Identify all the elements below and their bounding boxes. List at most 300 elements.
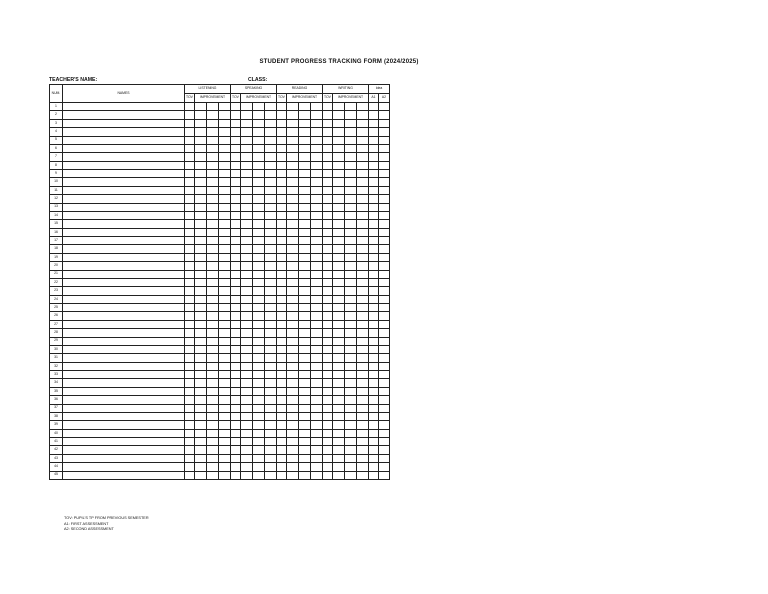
score-cell[interactable] <box>311 278 323 286</box>
score-cell[interactable] <box>379 203 390 211</box>
score-cell[interactable] <box>277 144 287 152</box>
score-cell[interactable] <box>333 211 345 219</box>
score-cell[interactable] <box>323 253 333 261</box>
score-cell[interactable] <box>185 304 195 312</box>
score-cell[interactable] <box>207 186 219 194</box>
score-cell[interactable] <box>231 329 241 337</box>
score-cell[interactable] <box>357 379 369 387</box>
score-cell[interactable] <box>195 304 207 312</box>
score-cell[interactable] <box>357 203 369 211</box>
score-cell[interactable] <box>195 320 207 328</box>
score-cell[interactable] <box>185 404 195 412</box>
score-cell[interactable] <box>299 438 311 446</box>
score-cell[interactable] <box>357 412 369 420</box>
score-cell[interactable] <box>219 119 231 127</box>
score-cell[interactable] <box>323 211 333 219</box>
score-cell[interactable] <box>231 404 241 412</box>
score-cell[interactable] <box>219 295 231 303</box>
score-cell[interactable] <box>185 203 195 211</box>
score-cell[interactable] <box>287 304 299 312</box>
score-cell[interactable] <box>277 354 287 362</box>
score-cell[interactable] <box>333 195 345 203</box>
score-cell[interactable] <box>323 228 333 236</box>
score-cell[interactable] <box>299 270 311 278</box>
score-cell[interactable] <box>185 471 195 479</box>
score-cell[interactable] <box>311 270 323 278</box>
score-cell[interactable] <box>379 195 390 203</box>
score-cell[interactable] <box>357 136 369 144</box>
score-cell[interactable] <box>323 119 333 127</box>
score-cell[interactable] <box>299 329 311 337</box>
score-cell[interactable] <box>207 270 219 278</box>
score-cell[interactable] <box>323 454 333 462</box>
score-cell[interactable] <box>231 237 241 245</box>
score-cell[interactable] <box>253 287 265 295</box>
score-cell[interactable] <box>207 438 219 446</box>
score-cell[interactable] <box>379 429 390 437</box>
score-cell[interactable] <box>345 211 357 219</box>
name-cell[interactable] <box>63 345 185 353</box>
score-cell[interactable] <box>345 354 357 362</box>
score-cell[interactable] <box>265 228 277 236</box>
score-cell[interactable] <box>357 396 369 404</box>
name-cell[interactable] <box>63 421 185 429</box>
score-cell[interactable] <box>369 446 379 454</box>
score-cell[interactable] <box>345 471 357 479</box>
score-cell[interactable] <box>357 161 369 169</box>
score-cell[interactable] <box>195 371 207 379</box>
score-cell[interactable] <box>369 278 379 286</box>
score-cell[interactable] <box>311 421 323 429</box>
score-cell[interactable] <box>265 371 277 379</box>
score-cell[interactable] <box>207 329 219 337</box>
score-cell[interactable] <box>241 128 253 136</box>
score-cell[interactable] <box>231 186 241 194</box>
score-cell[interactable] <box>207 412 219 420</box>
score-cell[interactable] <box>231 270 241 278</box>
score-cell[interactable] <box>241 421 253 429</box>
name-cell[interactable] <box>63 195 185 203</box>
score-cell[interactable] <box>369 211 379 219</box>
score-cell[interactable] <box>265 178 277 186</box>
score-cell[interactable] <box>219 220 231 228</box>
name-cell[interactable] <box>63 387 185 395</box>
score-cell[interactable] <box>219 278 231 286</box>
score-cell[interactable] <box>231 228 241 236</box>
name-cell[interactable] <box>63 471 185 479</box>
score-cell[interactable] <box>219 354 231 362</box>
score-cell[interactable] <box>253 228 265 236</box>
score-cell[interactable] <box>277 195 287 203</box>
score-cell[interactable] <box>219 471 231 479</box>
score-cell[interactable] <box>219 228 231 236</box>
score-cell[interactable] <box>241 178 253 186</box>
name-cell[interactable] <box>63 270 185 278</box>
score-cell[interactable] <box>277 454 287 462</box>
score-cell[interactable] <box>219 379 231 387</box>
score-cell[interactable] <box>185 237 195 245</box>
score-cell[interactable] <box>195 178 207 186</box>
score-cell[interactable] <box>241 354 253 362</box>
score-cell[interactable] <box>185 438 195 446</box>
score-cell[interactable] <box>231 245 241 253</box>
score-cell[interactable] <box>345 170 357 178</box>
score-cell[interactable] <box>311 404 323 412</box>
score-cell[interactable] <box>299 228 311 236</box>
score-cell[interactable] <box>265 119 277 127</box>
score-cell[interactable] <box>195 438 207 446</box>
score-cell[interactable] <box>265 161 277 169</box>
score-cell[interactable] <box>357 237 369 245</box>
score-cell[interactable] <box>219 429 231 437</box>
score-cell[interactable] <box>195 270 207 278</box>
score-cell[interactable] <box>241 270 253 278</box>
score-cell[interactable] <box>277 379 287 387</box>
score-cell[interactable] <box>323 429 333 437</box>
score-cell[interactable] <box>231 203 241 211</box>
score-cell[interactable] <box>253 438 265 446</box>
score-cell[interactable] <box>277 220 287 228</box>
score-cell[interactable] <box>357 329 369 337</box>
score-cell[interactable] <box>299 412 311 420</box>
score-cell[interactable] <box>231 170 241 178</box>
score-cell[interactable] <box>333 404 345 412</box>
score-cell[interactable] <box>219 438 231 446</box>
score-cell[interactable] <box>231 312 241 320</box>
score-cell[interactable] <box>323 379 333 387</box>
name-cell[interactable] <box>63 404 185 412</box>
score-cell[interactable] <box>333 128 345 136</box>
score-cell[interactable] <box>333 178 345 186</box>
score-cell[interactable] <box>357 429 369 437</box>
score-cell[interactable] <box>241 245 253 253</box>
name-cell[interactable] <box>63 362 185 370</box>
score-cell[interactable] <box>345 136 357 144</box>
score-cell[interactable] <box>265 262 277 270</box>
score-cell[interactable] <box>369 195 379 203</box>
score-cell[interactable] <box>207 454 219 462</box>
score-cell[interactable] <box>253 136 265 144</box>
name-cell[interactable] <box>63 446 185 454</box>
score-cell[interactable] <box>379 304 390 312</box>
score-cell[interactable] <box>241 396 253 404</box>
score-cell[interactable] <box>277 329 287 337</box>
score-cell[interactable] <box>287 144 299 152</box>
name-cell[interactable] <box>63 203 185 211</box>
score-cell[interactable] <box>311 103 323 111</box>
score-cell[interactable] <box>299 186 311 194</box>
score-cell[interactable] <box>345 287 357 295</box>
score-cell[interactable] <box>195 345 207 353</box>
score-cell[interactable] <box>253 362 265 370</box>
score-cell[interactable] <box>345 119 357 127</box>
score-cell[interactable] <box>379 111 390 119</box>
score-cell[interactable] <box>323 371 333 379</box>
score-cell[interactable] <box>265 337 277 345</box>
score-cell[interactable] <box>379 446 390 454</box>
score-cell[interactable] <box>379 412 390 420</box>
score-cell[interactable] <box>219 195 231 203</box>
name-cell[interactable] <box>63 144 185 152</box>
score-cell[interactable] <box>333 220 345 228</box>
score-cell[interactable] <box>219 136 231 144</box>
score-cell[interactable] <box>311 329 323 337</box>
score-cell[interactable] <box>185 454 195 462</box>
score-cell[interactable] <box>299 287 311 295</box>
score-cell[interactable] <box>207 103 219 111</box>
score-cell[interactable] <box>265 379 277 387</box>
score-cell[interactable] <box>357 362 369 370</box>
score-cell[interactable] <box>219 203 231 211</box>
score-cell[interactable] <box>219 153 231 161</box>
score-cell[interactable] <box>311 195 323 203</box>
score-cell[interactable] <box>265 153 277 161</box>
score-cell[interactable] <box>265 211 277 219</box>
score-cell[interactable] <box>277 438 287 446</box>
score-cell[interactable] <box>333 362 345 370</box>
score-cell[interactable] <box>241 337 253 345</box>
score-cell[interactable] <box>231 387 241 395</box>
score-cell[interactable] <box>185 220 195 228</box>
score-cell[interactable] <box>299 203 311 211</box>
score-cell[interactable] <box>379 379 390 387</box>
score-cell[interactable] <box>333 111 345 119</box>
score-cell[interactable] <box>241 228 253 236</box>
score-cell[interactable] <box>231 178 241 186</box>
score-cell[interactable] <box>357 178 369 186</box>
score-cell[interactable] <box>323 136 333 144</box>
score-cell[interactable] <box>207 404 219 412</box>
score-cell[interactable] <box>185 178 195 186</box>
score-cell[interactable] <box>277 111 287 119</box>
score-cell[interactable] <box>357 446 369 454</box>
score-cell[interactable] <box>369 128 379 136</box>
score-cell[interactable] <box>241 463 253 471</box>
score-cell[interactable] <box>195 144 207 152</box>
score-cell[interactable] <box>195 412 207 420</box>
score-cell[interactable] <box>357 195 369 203</box>
score-cell[interactable] <box>195 220 207 228</box>
score-cell[interactable] <box>379 103 390 111</box>
score-cell[interactable] <box>207 170 219 178</box>
score-cell[interactable] <box>369 136 379 144</box>
score-cell[interactable] <box>253 211 265 219</box>
score-cell[interactable] <box>207 371 219 379</box>
score-cell[interactable] <box>185 228 195 236</box>
name-cell[interactable] <box>63 170 185 178</box>
score-cell[interactable] <box>207 287 219 295</box>
score-cell[interactable] <box>207 337 219 345</box>
score-cell[interactable] <box>195 203 207 211</box>
score-cell[interactable] <box>357 220 369 228</box>
score-cell[interactable] <box>219 304 231 312</box>
score-cell[interactable] <box>323 278 333 286</box>
score-cell[interactable] <box>333 304 345 312</box>
score-cell[interactable] <box>185 345 195 353</box>
score-cell[interactable] <box>231 295 241 303</box>
score-cell[interactable] <box>311 354 323 362</box>
score-cell[interactable] <box>379 337 390 345</box>
score-cell[interactable] <box>207 161 219 169</box>
score-cell[interactable] <box>311 446 323 454</box>
score-cell[interactable] <box>207 446 219 454</box>
score-cell[interactable] <box>277 211 287 219</box>
score-cell[interactable] <box>207 228 219 236</box>
score-cell[interactable] <box>265 287 277 295</box>
score-cell[interactable] <box>185 429 195 437</box>
score-cell[interactable] <box>253 295 265 303</box>
score-cell[interactable] <box>379 404 390 412</box>
score-cell[interactable] <box>241 211 253 219</box>
score-cell[interactable] <box>369 362 379 370</box>
score-cell[interactable] <box>253 144 265 152</box>
score-cell[interactable] <box>185 253 195 261</box>
score-cell[interactable] <box>195 471 207 479</box>
score-cell[interactable] <box>379 362 390 370</box>
score-cell[interactable] <box>185 354 195 362</box>
score-cell[interactable] <box>241 119 253 127</box>
score-cell[interactable] <box>195 379 207 387</box>
score-cell[interactable] <box>219 237 231 245</box>
score-cell[interactable] <box>207 379 219 387</box>
name-cell[interactable] <box>63 329 185 337</box>
score-cell[interactable] <box>253 404 265 412</box>
score-cell[interactable] <box>287 396 299 404</box>
score-cell[interactable] <box>277 371 287 379</box>
score-cell[interactable] <box>287 211 299 219</box>
score-cell[interactable] <box>369 186 379 194</box>
score-cell[interactable] <box>345 128 357 136</box>
score-cell[interactable] <box>287 463 299 471</box>
score-cell[interactable] <box>345 153 357 161</box>
score-cell[interactable] <box>277 262 287 270</box>
score-cell[interactable] <box>287 119 299 127</box>
score-cell[interactable] <box>277 287 287 295</box>
score-cell[interactable] <box>299 362 311 370</box>
score-cell[interactable] <box>369 429 379 437</box>
name-cell[interactable] <box>63 253 185 261</box>
score-cell[interactable] <box>345 362 357 370</box>
score-cell[interactable] <box>195 161 207 169</box>
score-cell[interactable] <box>287 379 299 387</box>
score-cell[interactable] <box>231 144 241 152</box>
score-cell[interactable] <box>241 304 253 312</box>
score-cell[interactable] <box>231 471 241 479</box>
score-cell[interactable] <box>231 211 241 219</box>
name-cell[interactable] <box>63 211 185 219</box>
score-cell[interactable] <box>207 220 219 228</box>
score-cell[interactable] <box>323 396 333 404</box>
score-cell[interactable] <box>265 354 277 362</box>
score-cell[interactable] <box>299 387 311 395</box>
score-cell[interactable] <box>369 454 379 462</box>
score-cell[interactable] <box>265 253 277 261</box>
score-cell[interactable] <box>207 295 219 303</box>
score-cell[interactable] <box>277 396 287 404</box>
score-cell[interactable] <box>323 345 333 353</box>
score-cell[interactable] <box>253 128 265 136</box>
score-cell[interactable] <box>357 454 369 462</box>
score-cell[interactable] <box>231 421 241 429</box>
score-cell[interactable] <box>185 396 195 404</box>
score-cell[interactable] <box>345 253 357 261</box>
score-cell[interactable] <box>207 119 219 127</box>
score-cell[interactable] <box>231 195 241 203</box>
name-cell[interactable] <box>63 354 185 362</box>
name-cell[interactable] <box>63 454 185 462</box>
score-cell[interactable] <box>277 245 287 253</box>
score-cell[interactable] <box>231 111 241 119</box>
score-cell[interactable] <box>207 262 219 270</box>
score-cell[interactable] <box>207 195 219 203</box>
score-cell[interactable] <box>287 371 299 379</box>
score-cell[interactable] <box>299 178 311 186</box>
score-cell[interactable] <box>185 128 195 136</box>
score-cell[interactable] <box>253 412 265 420</box>
score-cell[interactable] <box>345 111 357 119</box>
score-cell[interactable] <box>185 136 195 144</box>
score-cell[interactable] <box>299 429 311 437</box>
score-cell[interactable] <box>207 203 219 211</box>
score-cell[interactable] <box>287 354 299 362</box>
score-cell[interactable] <box>379 421 390 429</box>
score-cell[interactable] <box>323 354 333 362</box>
score-cell[interactable] <box>287 446 299 454</box>
score-cell[interactable] <box>231 362 241 370</box>
score-cell[interactable] <box>277 446 287 454</box>
score-cell[interactable] <box>333 354 345 362</box>
score-cell[interactable] <box>253 111 265 119</box>
score-cell[interactable] <box>241 320 253 328</box>
score-cell[interactable] <box>369 421 379 429</box>
score-cell[interactable] <box>231 220 241 228</box>
score-cell[interactable] <box>287 262 299 270</box>
score-cell[interactable] <box>323 312 333 320</box>
score-cell[interactable] <box>241 345 253 353</box>
score-cell[interactable] <box>345 463 357 471</box>
score-cell[interactable] <box>231 412 241 420</box>
score-cell[interactable] <box>379 186 390 194</box>
score-cell[interactable] <box>265 195 277 203</box>
score-cell[interactable] <box>277 404 287 412</box>
score-cell[interactable] <box>265 412 277 420</box>
score-cell[interactable] <box>219 170 231 178</box>
score-cell[interactable] <box>265 421 277 429</box>
score-cell[interactable] <box>333 237 345 245</box>
score-cell[interactable] <box>195 228 207 236</box>
score-cell[interactable] <box>219 446 231 454</box>
score-cell[interactable] <box>241 412 253 420</box>
score-cell[interactable] <box>265 429 277 437</box>
score-cell[interactable] <box>299 119 311 127</box>
score-cell[interactable] <box>345 404 357 412</box>
score-cell[interactable] <box>219 454 231 462</box>
score-cell[interactable] <box>185 270 195 278</box>
score-cell[interactable] <box>323 270 333 278</box>
score-cell[interactable] <box>379 387 390 395</box>
score-cell[interactable] <box>185 446 195 454</box>
score-cell[interactable] <box>185 329 195 337</box>
score-cell[interactable] <box>357 111 369 119</box>
score-cell[interactable] <box>185 412 195 420</box>
score-cell[interactable] <box>241 237 253 245</box>
score-cell[interactable] <box>311 287 323 295</box>
score-cell[interactable] <box>345 245 357 253</box>
score-cell[interactable] <box>369 111 379 119</box>
score-cell[interactable] <box>185 245 195 253</box>
score-cell[interactable] <box>311 111 323 119</box>
score-cell[interactable] <box>231 320 241 328</box>
